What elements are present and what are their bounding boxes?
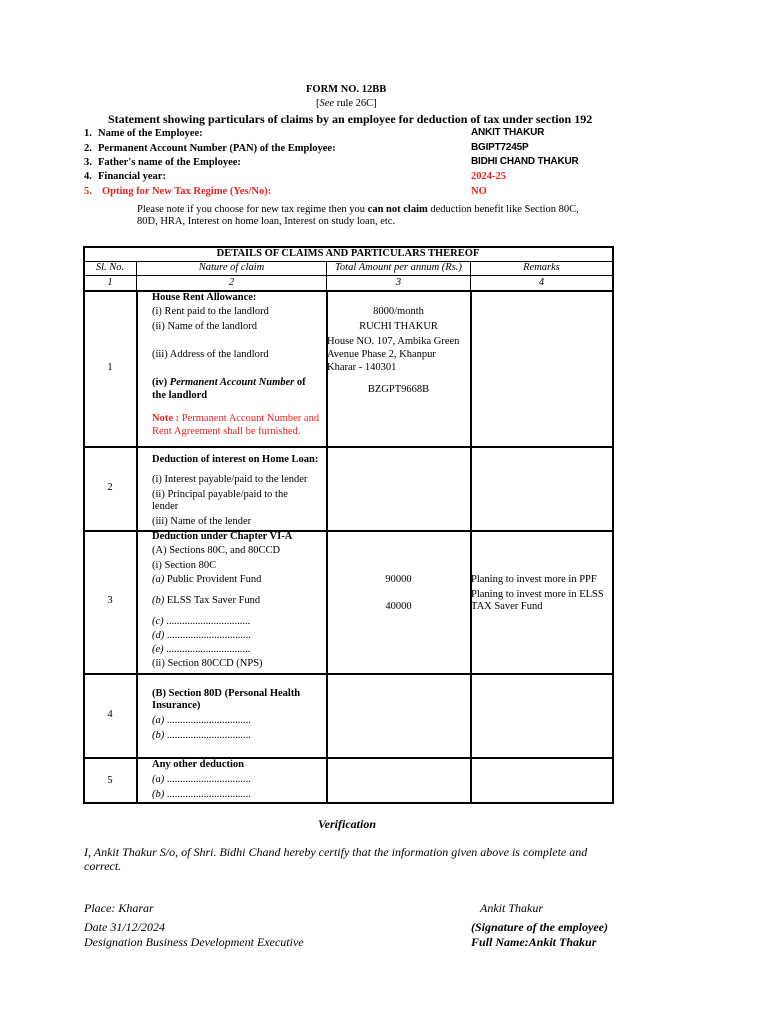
place: Place: Kharar [84,901,154,915]
row2-principal-label-line2: lender [152,501,179,512]
row3-item-d: (d) ................................ [152,630,251,641]
row1-pan-label-line2: the landlord [152,390,208,401]
row1-landlord-value: RUCHI THAKUR [359,321,438,332]
verification-heading: Verification [318,817,377,831]
row3-item-e: (e) ................................ [152,644,251,655]
row1-address-line2: Avenue Phase 2, Khanpur [327,349,436,360]
row3-sl: 3 [107,595,113,606]
row3-section-80ccd: (ii) Section 80CCD (NPS) [152,658,263,669]
verification-text-line2: correct. [84,859,122,873]
statement-heading: Statement showing particulars of claims by an employee for deduction of tax under section 192 [108,112,593,126]
row1-rent-label: (i) Rent paid to the landlord [152,306,269,317]
full-name: Full Name:Ankit Thakur [471,935,597,949]
row5-item-b: (b) ................................ [152,789,251,800]
field-num-3: 3. [84,157,92,168]
col-number-2: 2 [228,277,235,288]
row3-title: Deduction under Chapter VI-A [152,531,293,542]
col-number-4: 4 [538,277,545,288]
col-number-3: 3 [395,277,402,288]
field-label-pan: Permanent Account Number (PAN) of the Employee: [98,143,336,154]
date: Date 31/12/2024 [84,920,165,934]
row1-address-line1: House NO. 107, Ambika Green [327,336,460,347]
row1-note-line2: Rent Agreement shall be furnished. [152,426,301,437]
field-label-employee-name: Name of the Employee: [98,128,203,139]
field-label-tax-regime: Opting for New Tax Regime (Yes/No): [102,186,272,197]
row3-item-c: (c) ................................ [152,616,251,627]
signature-label: (Signature of the employee) [471,920,608,934]
row1-landlord-pan: BZGPT9668B [367,384,430,395]
regime-note-line1: Please note if you choose for new tax regime then you can not claim deduction benefit like Section 80C, [137,204,579,215]
row1-sl: 1 [107,362,113,373]
field-num-2: 2. [84,143,92,154]
rule-reference: [See rule 26C] [316,98,377,109]
field-value-tax-regime: NO [471,186,487,197]
row2-lender-label: (iii) Name of the lender [152,516,252,527]
row3-ppf-amount: 90000 [385,574,412,585]
row4-item-b: (b) ................................ [152,730,251,741]
row2-sl: 2 [107,482,113,493]
row3-sections-head: (A) Sections 80C, and 80CCD [152,545,281,556]
table-heading: DETAILS OF CLAIMS AND PARTICULARS THEREOF [216,248,480,259]
row4-title: (B) Section 80D (Personal Health [152,688,301,699]
row1-title: House Rent Allowance: [152,292,257,303]
field-label-financial-year: Financial year: [98,171,166,182]
row5-sl: 5 [107,775,113,786]
col-header-sl: Sl. No. [95,262,125,273]
row5-title: Any other deduction [152,759,244,770]
row1-note-line1: Note : Permanent Account Number and [152,413,320,424]
field-value-employee-name: ANKIT THAKUR [471,127,545,138]
regime-note-line2: 80D, HRA, Interest on home loan, Interest on study loan, etc. [137,216,396,227]
verification-text-line1: I, Ankit Thakur S/o, of Shri. Bidhi Chand hereby certify that the information given above is complete and [84,845,588,859]
row3-ppf-remark: Planing to invest more in PPF [471,574,597,585]
row2-title: Deduction of interest on Home Loan: [152,454,319,465]
designation: Designation Business Development Executive [84,935,304,949]
row1-address-label: (iii) Address of the landlord [152,349,269,360]
row3-elss-label: (b) ELSS Tax Saver Fund [152,595,261,606]
signature-name: Ankit Thakur [480,901,543,915]
row1-address-line3: Kharar - 140301 [327,362,397,373]
row4-title-line2: Insurance) [152,700,201,711]
row1-pan-label: (iv) Permanent Account Number of [152,377,306,388]
row1-landlord-label: (ii) Name of the landlord [152,321,257,332]
row5-item-a: (a) ................................ [152,774,251,785]
row2-interest-label: (i) Interest payable/paid to the lender [152,474,308,485]
form-title: FORM NO. 12BB [306,84,387,95]
field-value-financial-year: 2024-25 [471,171,506,182]
field-label-father-name: Father's name of the Employee: [98,157,241,168]
field-num-1: 1. [84,128,92,139]
row3-elss-remark-line2: TAX Saver Fund [471,601,543,612]
field-num-5: 5. [84,186,92,197]
row3-elss-amount: 40000 [385,601,412,612]
row1-rent-value: 8000/month [373,306,424,317]
col-header-amount: Total Amount per annum (Rs.) [335,262,462,273]
row4-item-a: (a) ................................ [152,715,251,726]
row2-principal-label: (ii) Principal payable/paid to the [152,489,288,500]
field-value-father-name: BIDHI CHAND THAKUR [471,156,579,167]
field-num-4: 4. [84,171,92,182]
row3-ppf-label: (a) Public Provident Fund [152,574,262,585]
row3-elss-remark-line1: Planing to invest more in ELSS [471,589,604,600]
col-header-remarks: Remarks [523,262,560,273]
field-value-pan: BGIPT7245P [471,142,529,153]
row3-section-80c: (i) Section 80C [152,560,217,571]
row4-sl: 4 [107,709,113,720]
col-header-nature: Nature of claim [198,262,265,273]
col-number-1: 1 [107,277,113,288]
